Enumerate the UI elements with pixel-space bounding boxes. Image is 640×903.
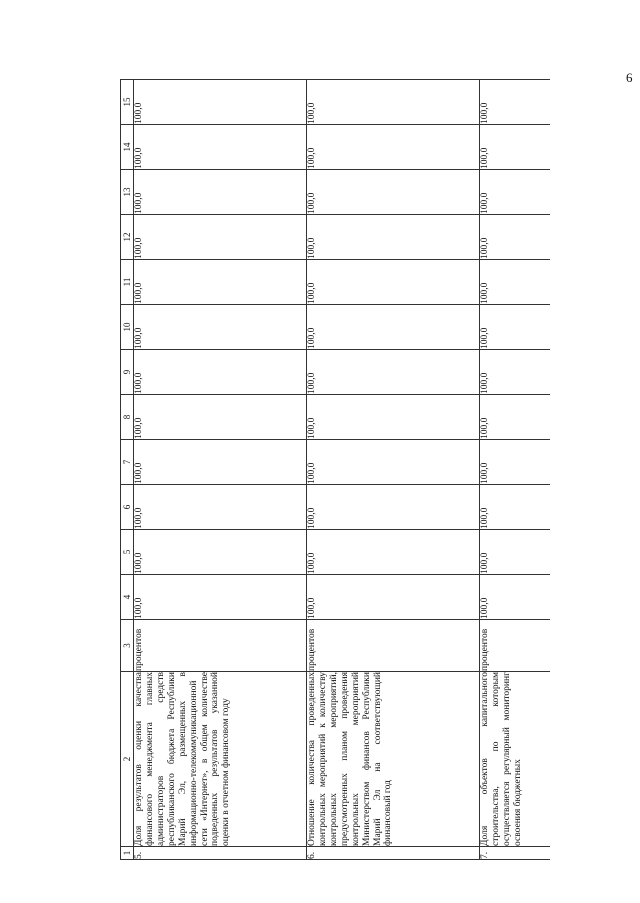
header-cell: 7: [121, 440, 134, 485]
value-cell: 100,0: [307, 215, 480, 260]
value-cell: 100,0: [134, 260, 307, 305]
value-cell: 100,0: [307, 485, 480, 530]
value-cell: 100,0: [480, 440, 551, 485]
indicators-table: [120, 79, 550, 860]
unit-cell: процентов: [134, 620, 307, 672]
header-cell: 14: [121, 125, 134, 170]
value-cell: 100,0: [134, 215, 307, 260]
value-cell: 100,0: [307, 530, 480, 575]
header-cell: 6: [121, 485, 134, 530]
value-cell: 100,0: [134, 485, 307, 530]
value-cell: 100,0: [480, 395, 551, 440]
header-cell: 12: [121, 215, 134, 260]
value-cell: 100,0: [134, 305, 307, 350]
indicator-name: Доля объектов капитального строительства, по которым осуществляется регулярный мониторинг освоения бюджетных: [480, 672, 551, 847]
value-cell: 100,0: [480, 215, 551, 260]
value-cell: 100,0: [307, 395, 480, 440]
table-row: [134, 80, 307, 860]
header-cell: 10: [121, 305, 134, 350]
header-cell: 5: [121, 530, 134, 575]
value-cell: 100,0: [134, 80, 307, 125]
value-cell: 100,0: [307, 125, 480, 170]
header-cell: 13: [121, 170, 134, 215]
unit-cell: процентов: [480, 620, 551, 672]
row-number: 6.: [307, 847, 480, 860]
table-row: [480, 80, 551, 860]
value-cell: 100,0: [480, 530, 551, 575]
header-cell: 8: [121, 395, 134, 440]
value-cell: 100,0: [134, 575, 307, 620]
table-row: [307, 80, 480, 860]
header-cell: 4: [121, 575, 134, 620]
value-cell: 100,0: [134, 440, 307, 485]
value-cell: 100,0: [480, 350, 551, 395]
value-cell: 100,0: [307, 350, 480, 395]
value-cell: 100,0: [307, 440, 480, 485]
value-cell: 100,0: [480, 170, 551, 215]
value-cell: 100,0: [480, 80, 551, 125]
indicator-name: Доля результатов оценки качества финансового менеджмента главных администраторов средств республиканского бюджета Республики Марий Эл, размещенных в информационно-телекоммуникационной сети «Интернет», в общем количестве подведенных результатов указанной оценки в отчетном финансовом году: [134, 672, 307, 847]
header-cell: 1: [121, 847, 134, 860]
header-cell: 2: [121, 672, 134, 847]
value-cell: 100,0: [480, 125, 551, 170]
table-header-row: [121, 80, 134, 860]
unit-cell: процентов: [307, 620, 480, 672]
value-cell: 100,0: [307, 170, 480, 215]
row-number: 5.: [134, 847, 307, 860]
value-cell: 100,0: [134, 395, 307, 440]
rotated-table-sheet: [120, 85, 523, 860]
value-cell: 100,0: [307, 260, 480, 305]
value-cell: 100,0: [134, 170, 307, 215]
indicator-name: Отношение количества проведенных контрольных мероприятий к количеству контрольных мероприятий, предусмотренных планом проведения контрольных мероприятий Министерством финансов Республики Марий Эл на соответствующий финансовый год: [307, 672, 480, 847]
header-cell: 11: [121, 260, 134, 305]
value-cell: 100,0: [307, 305, 480, 350]
row-number: 7.: [480, 847, 551, 860]
page-number: 6: [626, 70, 633, 85]
value-cell: 100,0: [134, 530, 307, 575]
value-cell: 100,0: [307, 575, 480, 620]
value-cell: 100,0: [480, 260, 551, 305]
value-cell: 100,0: [134, 125, 307, 170]
value-cell: 100,0: [480, 305, 551, 350]
value-cell: 100,0: [480, 575, 551, 620]
header-cell: 9: [121, 350, 134, 395]
header-cell: 15: [121, 80, 134, 125]
value-cell: 100,0: [307, 80, 480, 125]
header-cell: 3: [121, 620, 134, 672]
value-cell: 100,0: [480, 485, 551, 530]
value-cell: 100,0: [134, 350, 307, 395]
